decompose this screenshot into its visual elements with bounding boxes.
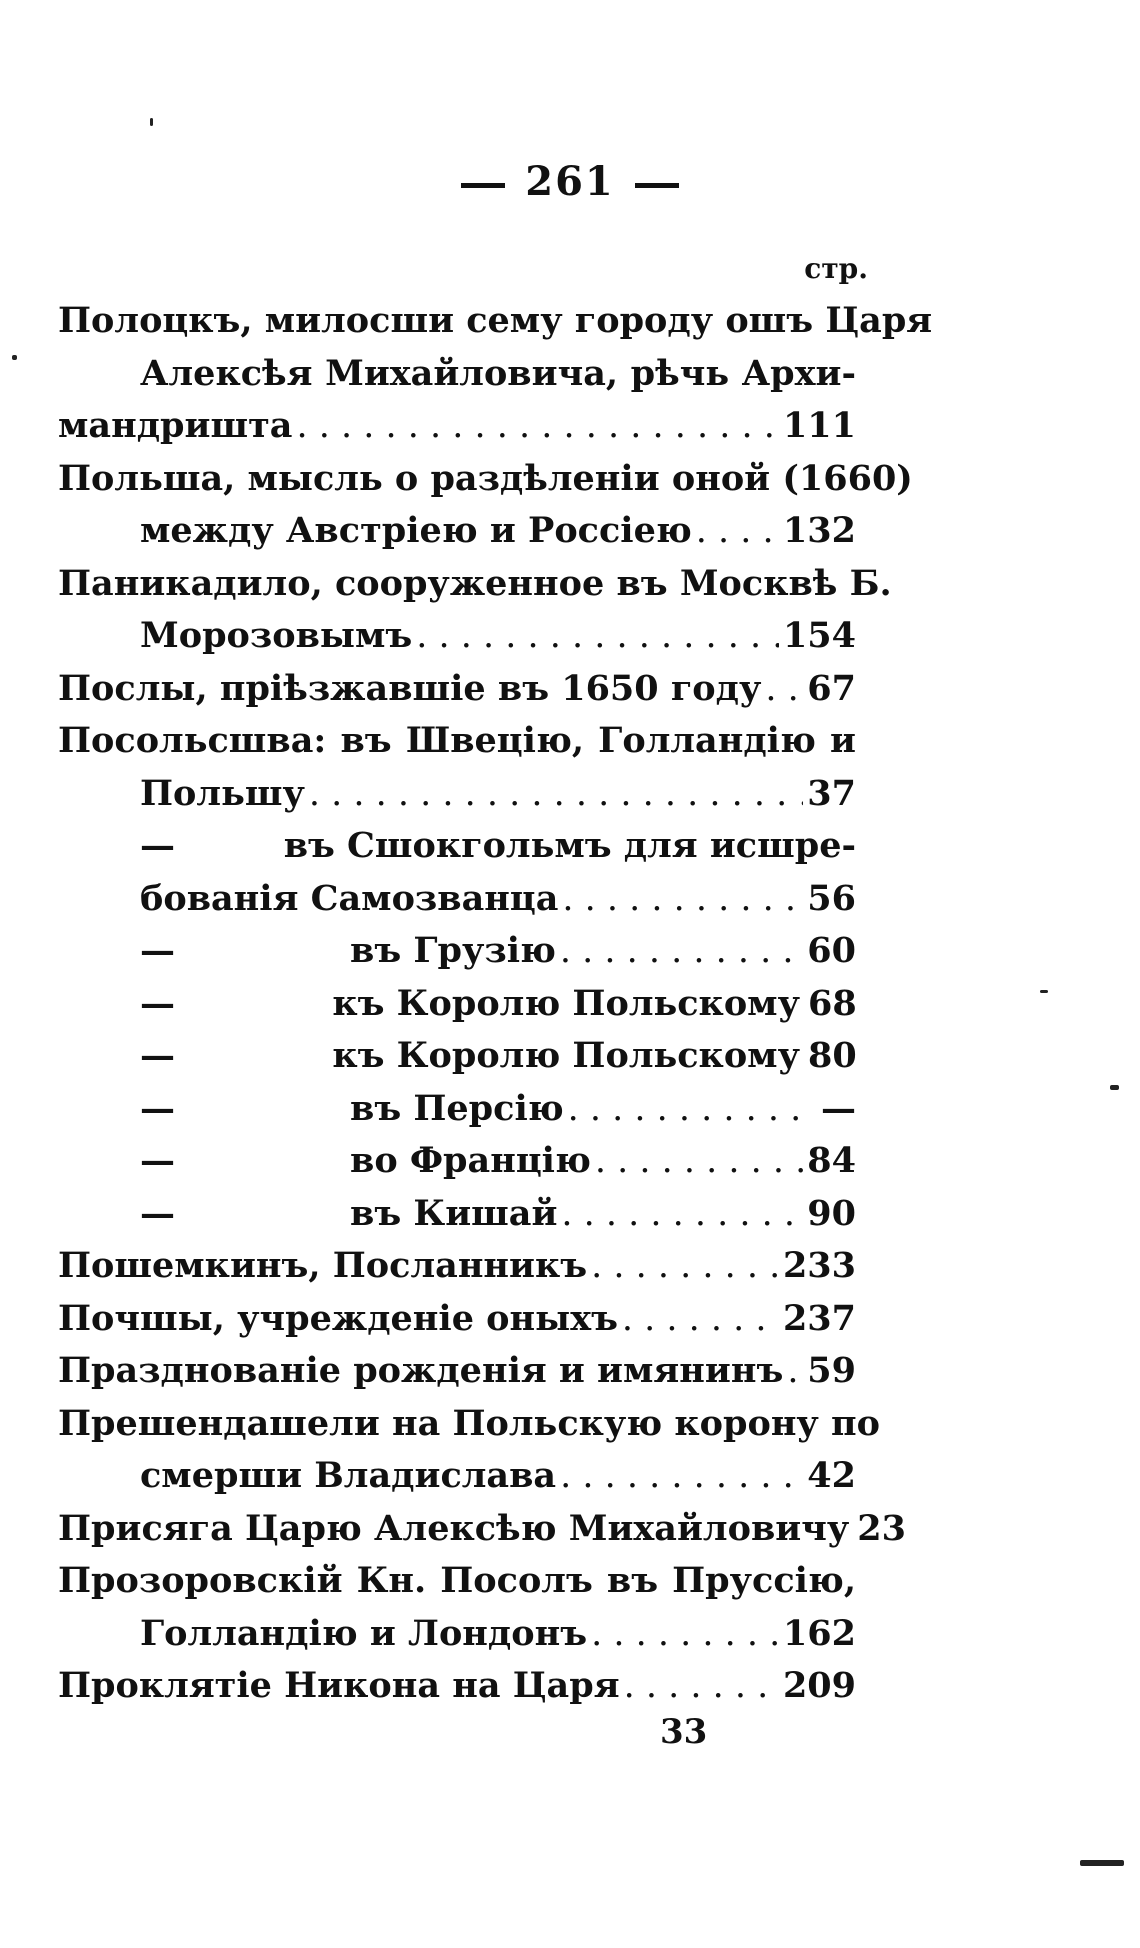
index-entry-text: Присяга Царю Алексѣю Михайловичу	[58, 1507, 850, 1549]
index-entry-text: къ Королю Польскому	[332, 1035, 800, 1076]
dot-leaders	[624, 1666, 779, 1706]
index-page-ref: 42	[807, 1455, 856, 1496]
index-line	[58, 773, 856, 826]
index-entry-text: Алексѣя Михайловича, рѣчь Архи-	[140, 352, 856, 394]
dot-leaders	[560, 931, 803, 971]
index-line	[58, 1560, 856, 1613]
index-entry-text: мандришта	[58, 405, 293, 446]
index-page-ref: 84	[807, 1140, 856, 1181]
index-page-ref: 233	[782, 1245, 856, 1286]
index-entry-text: въ Грузію	[350, 930, 556, 971]
index-line	[58, 1298, 856, 1351]
dot-leaders	[296, 406, 778, 446]
index-line	[58, 405, 856, 458]
index-entry-text: смерши Владислава	[140, 1455, 557, 1496]
dot-leaders	[309, 774, 803, 814]
index-entry-text: Польша, мысль о раздѣленіи оной (1660)	[58, 457, 913, 499]
index-page-ref: 80	[808, 1035, 857, 1076]
index-line	[58, 878, 856, 931]
index-line	[58, 562, 892, 616]
dot-leaders	[591, 1246, 779, 1286]
index-entry-text: Голландію и Лондонъ	[140, 1612, 588, 1654]
ditto-dash: —	[140, 1035, 175, 1076]
scan-speck	[12, 355, 17, 360]
scan-speck	[150, 118, 153, 126]
signature-mark: 33	[660, 1712, 708, 1752]
index-page-ref: 162	[782, 1612, 856, 1654]
index-page-ref: 237	[782, 1297, 856, 1339]
index-page-ref: 154	[782, 615, 856, 656]
index-page-ref: 67	[807, 667, 856, 709]
scan-speck	[1040, 990, 1048, 993]
index-page-ref: 23	[857, 1507, 906, 1549]
index-line	[58, 1455, 856, 1508]
index-entry-text: къ Королю Польскому	[332, 982, 800, 1024]
dot-leaders	[560, 1456, 803, 1496]
index-line	[58, 353, 856, 406]
index-entry-text: Почшы, учрежденіе оныхъ	[58, 1297, 618, 1339]
index-entry-text: Пошемкинъ, Посланникъ	[58, 1245, 588, 1286]
header-dash-right	[635, 183, 679, 188]
dot-leaders	[568, 1089, 804, 1129]
index-entry-text: Проклятіе Никона на Царя	[58, 1665, 620, 1706]
index-page-ref: 37	[807, 772, 856, 814]
index-line	[58, 1402, 880, 1456]
dot-leaders	[787, 1351, 803, 1391]
index-entry-text: во Францію	[350, 1140, 591, 1181]
ditto-dash: —	[140, 982, 175, 1024]
index-line	[58, 1507, 906, 1561]
index-line	[58, 457, 913, 511]
scan-speck	[1110, 1085, 1119, 1090]
index-page-ref: —	[821, 1087, 856, 1129]
header-dash-left	[461, 183, 505, 188]
index-entry-text: въ Кишай	[350, 1192, 558, 1234]
index-page-ref: 59	[807, 1350, 856, 1391]
index-line	[58, 1350, 856, 1403]
index-line	[58, 668, 856, 721]
dot-leaders	[696, 511, 779, 551]
index-line	[58, 983, 856, 1036]
dot-leaders	[562, 879, 803, 919]
index-page-ref: 111	[782, 405, 856, 446]
index-line	[58, 615, 856, 668]
index-list	[58, 300, 933, 1718]
dot-leaders	[561, 1194, 803, 1234]
index-line	[58, 720, 856, 773]
dot-leaders	[622, 1299, 779, 1339]
index-line	[58, 1140, 856, 1193]
index-entry-text: Посольсшва: въ Швецію, Голландію и	[58, 720, 856, 761]
index-page-ref: 209	[782, 1665, 856, 1706]
index-line	[58, 1665, 856, 1718]
index-line	[58, 1088, 856, 1141]
index-line	[58, 825, 856, 878]
index-entry-text: бованія Самозванца	[140, 877, 559, 919]
index-page-ref: 90	[807, 1192, 856, 1234]
index-entry-text: между Австріею и Россіею	[140, 510, 692, 551]
index-line	[58, 510, 856, 563]
index-page-ref: 132	[782, 510, 856, 551]
index-page-ref: 60	[807, 930, 856, 971]
ditto-dash: —	[140, 1140, 175, 1181]
page-number: 261	[525, 158, 615, 205]
index-entry-text: Паникадило, сооруженное въ Москвѣ Б.	[58, 562, 892, 604]
ditto-dash: —	[140, 1087, 175, 1129]
index-line	[58, 1193, 856, 1246]
index-entry-text: въ Сшокгольмъ для исшре-	[283, 825, 856, 866]
index-entry-text: Празднованіе рожденія и имянинъ	[58, 1350, 784, 1391]
dot-leaders	[765, 669, 803, 709]
index-line	[58, 300, 933, 353]
index-page-ref: 68	[808, 982, 857, 1024]
index-entry-text: Морозовымъ	[140, 615, 413, 656]
ditto-dash: —	[140, 825, 175, 866]
index-line	[58, 1035, 856, 1088]
index-entry-text: Прешендашели на Польскую корону по	[58, 1402, 880, 1444]
index-entry-text: Послы, пріѣзжавшіе въ 1650 году	[58, 667, 762, 709]
index-entry-text: въ Персію	[350, 1087, 564, 1129]
scan-speck	[1080, 1860, 1124, 1866]
dot-leaders	[416, 616, 779, 656]
index-entry-text: Полоцкъ, милосши сему городу ошъ Царя	[58, 300, 933, 341]
index-line	[58, 1613, 856, 1666]
index-line	[58, 930, 856, 983]
dot-leaders	[591, 1614, 779, 1654]
index-page-ref: 56	[807, 877, 856, 919]
page-header	[0, 158, 1140, 205]
page-column-label: стр.	[804, 252, 868, 285]
ditto-dash: —	[140, 930, 175, 971]
index-line	[58, 1245, 856, 1298]
dot-leaders	[595, 1141, 803, 1181]
ditto-dash: —	[140, 1192, 175, 1234]
index-entry-text: Прозоровскій Кн. Посолъ въ Пруссію,	[58, 1560, 856, 1601]
index-entry-text: Польшу	[140, 772, 305, 814]
